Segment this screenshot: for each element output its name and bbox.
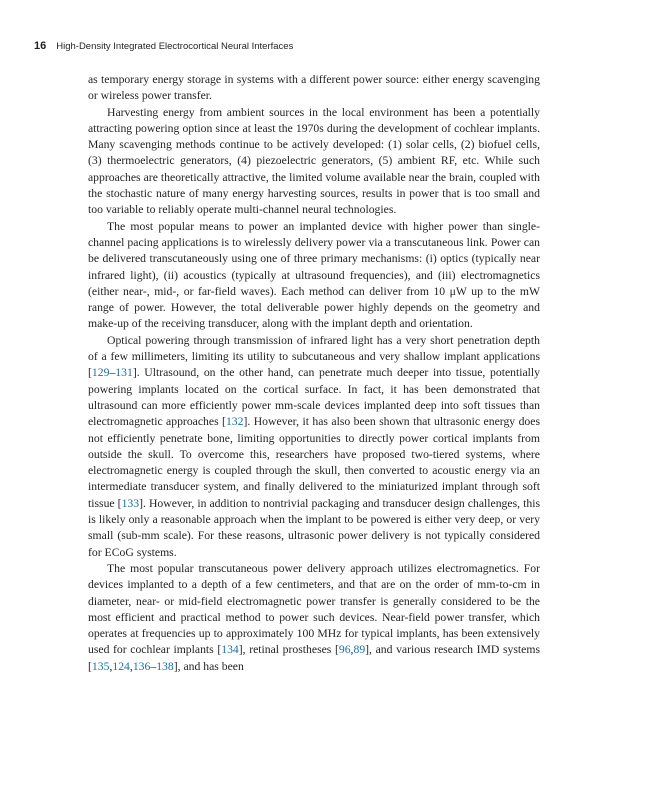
citation-link[interactable]: 131: [115, 366, 133, 380]
paragraph-text: ]. Ultrasound, on the other hand, can penetrate much deeper into tissue, potentially powering implants located on the cortical surface. In fact, it has been demonstrated that ultrasound can more efficiently power mm-scale devices implanted deep into soft tissues than electromagnetic approaches [: [88, 366, 540, 429]
citation-link[interactable]: 96: [338, 643, 351, 657]
paragraph-text: ,: [109, 659, 113, 673]
citation-link[interactable]: 132: [225, 415, 244, 429]
paragraph-text: ]. However, in addition to nontrivial packaging and transducer design challenges, this is likely only a reasonable approach when the implant to be powered is either very deep, or very small (sub-mm scale). For these reasons, ultrasonic power delivery is not typically considered for ECoG systems.: [88, 496, 540, 559]
paragraph-text: ], retinal prostheses [: [238, 643, 339, 657]
paragraph-text: ]. However, it has also been shown that ultrasonic energy does not efficiently penetrate bone, limiting opportunities to directly power cortical implants from outside the skull. To overcome this, researchers have proposed two-tiered systems, where electromagnetic energy is coupled through the skull, then converted to acoustic energy via an intermediate transducer system, and finally delivered to the miniaturized implant through soft tissue [: [88, 415, 540, 510]
paragraph-text: –: [150, 659, 157, 673]
citation-link[interactable]: 135: [91, 659, 110, 673]
paragraph: [88, 72, 540, 105]
paragraph-text: ,: [350, 643, 354, 657]
paragraph-text: The most popular means to power an implanted device with higher power than single-channel pacing applications is to wirelessly delivery power via a transcutaneous link. Power can be delivered transcutaneously using one of three primary mechanisms: (i) optics (typically near infrared light), (ii) acoustics (typically at ultrasound frequencies), and (iii) electromagnetics (either near-, mid-, or far-field waves). Each method can deliver from 10 μW up to the mW range of power. However, the total deliverable power highly depends on the geometry and make-up of the receiving transducer, along with the implant depth and orientation.: [88, 219, 540, 331]
running-header: [34, 40, 594, 56]
citation-link[interactable]: 129: [91, 366, 110, 380]
citation-link[interactable]: 133: [121, 496, 140, 510]
paragraph-text: Optical powering through transmission of infrared light has a very short penetration depth of a few millimeters, limiting its utility to subcutaneous and very shallow implant applications [: [88, 333, 540, 380]
paragraph-text: –: [109, 366, 116, 380]
paragraph: [88, 219, 540, 333]
paragraph-text: ], and has been: [173, 659, 244, 673]
paragraph-text: ], and various research IMD systems [: [88, 643, 540, 673]
paragraph-text: The most popular transcutaneous power delivery approach utilizes electromagnetics. For devices implanted to a depth of a few centimeters, and that are on the order of mm-to-cm in diameter, near- or mid-field electromagnetic power transfer is generally considered to be the most efficient and practical method to power such devices. Near-field power transfer, which operates at frequencies up to approximately 100 MHz for typical implants, has been extensively used for cochlear implants [: [88, 561, 540, 657]
citation-link[interactable]: 136: [132, 659, 151, 673]
paragraph-text: as temporary energy storage in systems with a different power source: either energy scavenging or wireless power transfer.: [88, 73, 540, 103]
body-text: [88, 72, 540, 675]
citation-link[interactable]: 138: [156, 659, 174, 673]
citation-link[interactable]: 89: [353, 643, 366, 657]
citation-link[interactable]: 124: [112, 659, 130, 673]
running-title: High-Density Integrated Electrocortical Neural Interfaces: [56, 41, 294, 52]
page-number: 16: [34, 40, 47, 52]
citation-link[interactable]: 134: [221, 643, 239, 657]
paragraph-text: ,: [129, 659, 133, 673]
paragraph: [88, 105, 540, 219]
paragraph: [88, 333, 540, 561]
paragraph: [88, 561, 540, 675]
paragraph-text: Harvesting energy from ambient sources in the local environment has been a potentially attracting powering option since at least the 1970s during the development of cochlear implants. Many scavenging methods continue to be actively developed: (1) solar cells, (2) biofuel cells, (3) thermoelectric generators, (4) piezoelectric generators, (5) ambient RF, etc. While such approaches are theoretically attractive, the limited volume available near the brain, coupled with the stochastic nature of many energy harvesting sources, results in power that is too small and too variable to reliably operate multi-channel neural technologies.: [88, 105, 540, 217]
